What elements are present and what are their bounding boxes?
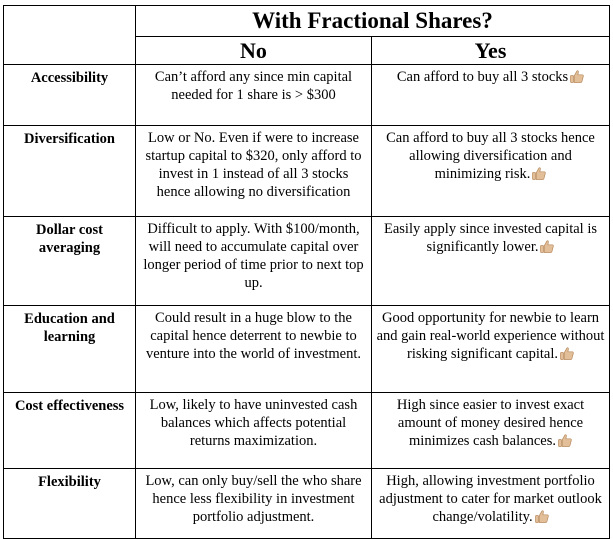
yes-text: High since easier to invest exact amount of money desired hence minimizes cash balances.: [396, 397, 585, 449]
row-label-cost-effectiveness: Cost effectiveness: [4, 393, 136, 469]
yes-text: Good opportunity for newbie to learn and gain real-world experience without risking significant capital.: [376, 310, 605, 362]
yes-cell: [372, 126, 610, 217]
row-label-dollar-cost-averaging: Dollar cost averaging: [4, 217, 136, 306]
table-row: [4, 217, 610, 306]
no-cell: Could result in a huge blow to the capital hence deterrent to newbie to venture into the world of investment.: [136, 306, 372, 393]
yes-cell: [372, 217, 610, 306]
no-cell: Low, can only buy/sell the who share hence less flexibility in investment portfolio adjustment.: [136, 469, 372, 539]
no-cell: Low or No. Even if were to increase startup capital to $320, only afford to invest in 1 instead of all 3 stocks hence allowing no diversification: [136, 126, 372, 217]
yes-text: Can afford to buy all 3 stocks: [396, 69, 569, 85]
yes-cell: [372, 469, 610, 539]
row-label-flexibility: Flexibility: [4, 469, 136, 539]
table-row: [4, 65, 610, 126]
table-title: With Fractional Shares?: [136, 6, 610, 37]
table-row: [4, 393, 610, 469]
no-cell: Difficult to apply. With $100/month, will need to accumulate capital over longer period of time prior to next top up.: [136, 217, 372, 306]
thumbs-up-icon: [540, 240, 554, 253]
corner-cell: [4, 6, 136, 65]
yes-text: Easily apply since invested capital is significantly lower.: [384, 221, 598, 255]
yes-cell: [372, 65, 610, 126]
row-label-education-and-learning: Education and learning: [4, 306, 136, 393]
thumbs-up-icon: [560, 347, 574, 360]
yes-cell: [372, 393, 610, 469]
thumbs-up-icon: [532, 167, 546, 180]
column-header-yes: Yes: [372, 37, 610, 65]
table-row: [4, 306, 610, 393]
table-row: [4, 126, 610, 217]
yes-text: High, allowing investment portfolio adjustment to cater for market outlook change/volatility.: [379, 473, 602, 525]
yes-cell: [372, 306, 610, 393]
row-label-diversification: Diversification: [4, 126, 136, 217]
no-cell: Low, likely to have uninvested cash balances which affects potential returns maximization.: [136, 393, 372, 469]
thumbs-up-icon: [535, 510, 549, 523]
yes-text: Can afford to buy all 3 stocks hence allowing diversification and minimizing risk.: [386, 130, 595, 182]
comparison-table: [3, 5, 610, 539]
no-cell: Can’t afford any since min capital needed for 1 share is > $300: [136, 65, 372, 126]
column-header-no: No: [136, 37, 372, 65]
thumbs-up-icon: [558, 434, 572, 447]
table-row: [4, 469, 610, 539]
row-label-accessibility: Accessibility: [4, 65, 136, 126]
thumbs-up-icon: [570, 70, 584, 83]
